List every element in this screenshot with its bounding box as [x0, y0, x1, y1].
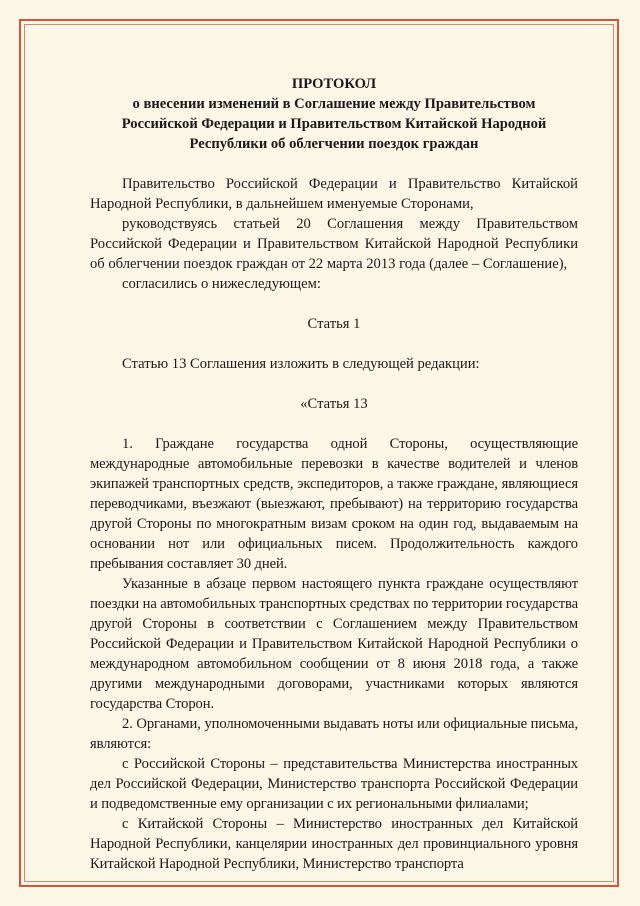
document-title	[90, 74, 578, 154]
preamble-paragraph-2: руководствуясь статьей 20 Соглашения между Правительством Российской Федерации и Правительством Китайской Народной Республики об облегчении поездок граждан от 22 марта 2013 года (далее – Соглашение),	[90, 216, 578, 272]
article-13-paragraph-2: Указанные в абзаце первом настоящего пункта граждане осуществляют поездки на автомобильных транспортных средствах по территории государства другой Стороны в соответствии с Соглашением между Правительством Российской Федерации и Правительством Китайской Народной Республики о международном автомобильном сообщении от 8 июня 2018 года, а также другими международными договорами, участниками которых являются государства Сторон.	[90, 576, 578, 712]
preamble-paragraph-1: Правительство Российской Федерации и Правительство Китайской Народной Республики, в дальнейшем именуемые Сторонами,	[90, 176, 578, 212]
article-13-paragraph-1: 1. Граждане государства одной Стороны, осуществляющие международные автомобильные перевозки в качестве водителей и членов экипажей транспортных средств, экспедиторов, а также граждане, являющиеся переводчиками, въезжают (выезжают, пребывают) на территорию государства другой Стороны по многократным визам сроком на один год, выдаваемым на основании нот или официальных писем. Продолжительность каждого пребывания составляет 30 дней.	[90, 436, 578, 572]
article-13-paragraph-3: 2. Органами, уполномоченными выдавать ноты или официальные письма, являются:	[90, 716, 578, 752]
article-13-paragraph-4: с Российской Стороны – представительства Министерства иностранных дел Российской Федерации, Министерство транспорта Российской Федерации и подведомственные ему организации с их региональными филиалами;	[90, 756, 578, 812]
article-1-heading: Статья 1	[307, 316, 361, 332]
title-line-1: ПРОТОКОЛ	[291, 76, 377, 92]
article-1-intro: Статью 13 Соглашения изложить в следующей редакции:	[122, 356, 480, 372]
document-body	[90, 74, 578, 874]
article-13-quoted-heading: «Статья 13	[300, 396, 368, 412]
title-line-4: Республики об облегчении поездок граждан	[189, 136, 479, 152]
article-13-paragraph-5: с Китайской Стороны – Министерство иностранных дел Китайской Народной Республики, канцелярии иностранных дел провинциального уровня Китайской Народной Республики, Министерство транспорта	[90, 816, 578, 872]
title-line-3: Российской Федерации и Правительством Китайской Народной	[121, 116, 547, 132]
preamble-paragraph-3: согласились о нижеследующем:	[122, 276, 321, 292]
title-line-2: о внесении изменений в Соглашение между Правительством	[132, 96, 536, 112]
